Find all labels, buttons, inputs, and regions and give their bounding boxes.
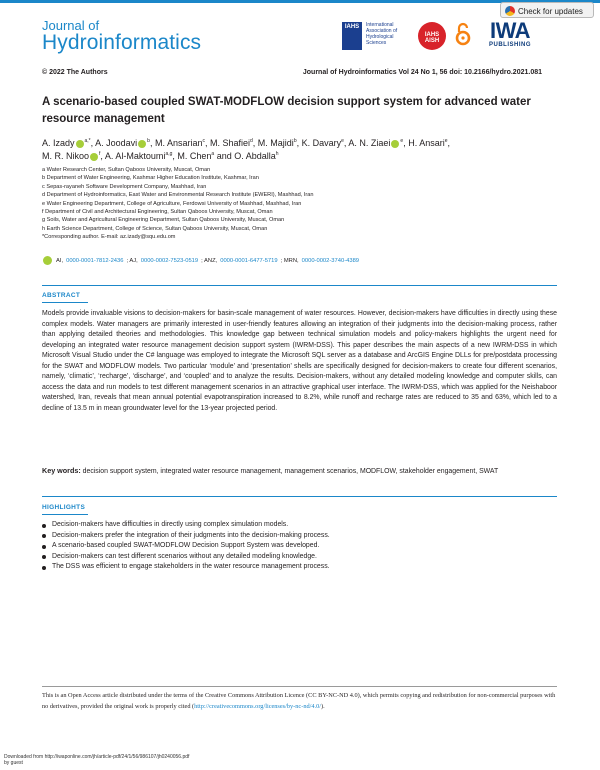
highlight-item bbox=[42, 541, 557, 552]
abstract-text: Models provide invaluable visions to decision-makers for basin-scale management of water resources. However, decision-makers have difficulties in directly using these complex models. Water managers are primarily interested in user-friendly features allowing an integration of their judgments into the decision-making process, rather than applying detailed theories and methodologies. This knowledge gap between technical simulation models and policy-makers highlights the urgent need for developing an integrated water resource management decision support system (IWRM-DSS). This paper describes the main aspects of a new IWRM-DSS in which Microsoft Visual Studio under the C# language was employed to integrate the Microsoft SQL server as a database and ArcGIS Engine DLLs for pre/postdata processing for the SWAT and MODFLOW models. Two particular ‘module’ and ‘presentation’ shells are specifically designed for decision-makers to create four different scenarios, namely, ‘climatic’, ‘recharge’, ‘discharge’, and ‘coupled’ and to analyze the results. Decision-makers, without any detailed modeling knowledge and computer skills, can access the data and run models to test different management scenarios in an attractive graphical user interface. The IWRM-DSS, which was applied for the Neishaboor watershed, Iran, reveals that mean annual potential evapotranspiration increased to 8.2%, while runoff and recharge rates are reduced to 35 and 63%, which led to a decline of 13.5 m in mean groundwater level for the 13-year projected period. bbox=[42, 310, 557, 412]
author-name: , M. Shafiei bbox=[204, 138, 251, 148]
orcid-label: ; MRN, bbox=[280, 257, 299, 264]
author-affil-sup: b bbox=[293, 138, 297, 144]
author-affil-sup: a bbox=[211, 151, 215, 157]
license-link[interactable]: http://creativecommons.org/licenses/by-nc-nd/4.0/ bbox=[194, 702, 321, 710]
heading-underline bbox=[42, 514, 88, 515]
highlight-item bbox=[42, 562, 557, 573]
affiliation-item: e Water Engineering Department, College of Agriculture, Ferdowsi University of Mashhad, Mashhad, Iran bbox=[42, 200, 302, 207]
author-name: , M. Ansarian bbox=[149, 138, 203, 148]
author-affil-sup: c bbox=[202, 138, 205, 144]
citation-line[interactable]: Journal of Hydroinformatics Vol 24 No 1, 56 doi: 10.2166/hydro.2021.081 bbox=[302, 69, 542, 76]
author-name: , A. Joodavi bbox=[90, 138, 138, 148]
section-divider bbox=[42, 285, 557, 286]
iwa-logo-text: IWA bbox=[489, 18, 531, 43]
orcid-link[interactable]: 0000-0002-7523-0519 bbox=[140, 257, 199, 264]
bullet-icon bbox=[42, 566, 46, 570]
orcid-list bbox=[42, 256, 562, 265]
author-affil-sup: a,* bbox=[84, 138, 91, 144]
open-access-icon bbox=[455, 22, 471, 46]
author-name: A. Izady bbox=[42, 138, 75, 148]
iahs-badge: IAHS bbox=[344, 24, 360, 30]
highlight-item bbox=[42, 520, 557, 531]
highlight-text: The DSS was efficient to engage stakeholders in the water resource management process. bbox=[52, 563, 330, 571]
iahs-logo-text: International Association of Hydrological Sciences bbox=[366, 22, 398, 46]
author-list: A. Izady $^{a,*}$, A. Joodavi $^b$, M. Ansarian$^c$, M. Shafiei$^d$, M. Majidi$^b$, K. Davary$^e$, A. N. Ziaei $^e$, H. Ansari$^e$, M. R. Nikoo $^f$, A. Al-Maktoumi$^{a,g}$, M. Chen$^a$ and O. Abdalla$^h$ bbox=[42, 138, 451, 161]
download-stamp bbox=[4, 754, 189, 766]
affiliation-item: d Department of Hydroinformatics, East Water and Environmental Research Institute (EWERI), Mashhad, Iran bbox=[42, 192, 314, 199]
keywords bbox=[42, 466, 557, 478]
corresponding-author[interactable]: *Corresponding author. E-mail: az.izady@squ.edu.om bbox=[42, 234, 176, 241]
author-affil-sup: a,g bbox=[165, 151, 173, 157]
affiliation-item: b Department of Water Engineering, Kashmar Higher Education Institute, Kashmar, Iran bbox=[42, 175, 259, 182]
affiliation-item: f Department of Civil and Architectural Engineering, Sultan Qaboos University, Muscat, Oman bbox=[42, 209, 273, 216]
affiliation-item: a Water Research Center, Sultan Qaboos University, Muscat, Oman bbox=[42, 167, 211, 173]
affiliations bbox=[42, 166, 562, 242]
iahs-aish-logo bbox=[418, 22, 446, 50]
orcid-icon[interactable] bbox=[138, 140, 146, 148]
orcid-link[interactable]: 0000-0002-3740-4389 bbox=[301, 257, 360, 264]
footer-divider bbox=[42, 686, 557, 687]
check-for-updates-button[interactable] bbox=[500, 2, 594, 18]
highlights-list bbox=[42, 520, 557, 573]
highlights-heading: HIGHLIGHTS bbox=[42, 504, 86, 511]
journal-name: Hydroinformatics bbox=[42, 31, 202, 54]
author-affil-sup: f bbox=[99, 151, 101, 157]
check-updates-label: Check for updates bbox=[518, 6, 583, 16]
download-line: Downloaded from http://iwaponline.com/jh/article-pdf/24/1/56/986107/jh0240056.pdf bbox=[4, 754, 190, 760]
author-name: , H. Ansari bbox=[403, 138, 445, 148]
copyright-notice: © 2022 The Authors bbox=[42, 69, 108, 76]
author-name: and O. Abdalla bbox=[214, 151, 276, 161]
highlight-text: Decision-makers can test different scenarios without any detailed modeling knowledge. bbox=[52, 552, 317, 560]
bullet-icon bbox=[42, 524, 46, 528]
orcid-label: AI, bbox=[56, 257, 64, 264]
license-text: This is an Open Access article distributed under the terms of the Creative Commons Attribution Licence (CC BY-NC-ND 4.0), which permits copying and redistribution for non-commercial purposes with no derivatives, provided the original work is properly cited ( bbox=[42, 692, 556, 710]
author-name: , A. Al-Maktoumi bbox=[100, 151, 166, 161]
highlight-text: A scenario-based coupled SWAT-MODFLOW Decision Support System was developed. bbox=[52, 542, 320, 550]
iahs-logo bbox=[342, 22, 362, 50]
bullet-icon bbox=[42, 555, 46, 559]
bullet-icon bbox=[42, 534, 46, 538]
author-affil-sup: b bbox=[147, 138, 150, 144]
section-divider bbox=[42, 496, 557, 497]
highlight-text: Decision-makers prefer the integration of their judgments into the decision-making process. bbox=[52, 531, 330, 539]
author-name: , M. Chen bbox=[172, 151, 212, 161]
orcid-link[interactable]: 0000-0001-6477-5719 bbox=[220, 257, 278, 264]
author-name: , K. Davary bbox=[296, 138, 342, 148]
author-name: , M. Majidi bbox=[252, 138, 294, 148]
download-line: by guest bbox=[4, 760, 23, 766]
crossmark-icon bbox=[505, 6, 515, 16]
affiliation-item: g Soils, Water and Agricultural Engineering Department, Sultan Qaboos University, Muscat, Oman bbox=[42, 217, 285, 224]
orcid-label: ; AJ, bbox=[126, 257, 138, 264]
orcid-icon[interactable] bbox=[76, 140, 84, 148]
author-name: , A. N. Ziaei bbox=[343, 138, 391, 148]
author-affil-sup: e bbox=[444, 138, 448, 144]
affiliation-item: h Earth Science Department, College of Science, Sultan Qaboos University, Muscat, Oman bbox=[42, 225, 268, 232]
iwa-publishing-logo bbox=[478, 20, 542, 50]
heading-underline bbox=[42, 302, 88, 303]
iwa-logo-subtext: PUBLISHING bbox=[488, 42, 531, 48]
affiliation-item: c Sepas-rayaneh Software Development Company, Mashhad, Iran bbox=[42, 183, 207, 190]
bullet-icon bbox=[42, 545, 46, 549]
journal-name-prefix: Journal of bbox=[42, 18, 100, 33]
orcid-icon[interactable] bbox=[90, 151, 101, 161]
article-title: A scenario-based coupled SWAT-MODFLOW decision support system for advanced water resource management bbox=[42, 96, 531, 125]
highlight-item bbox=[42, 552, 557, 563]
keywords-text: decision support system, integrated water resource management, management scenarios, MODFLOW, stakeholder engagement, SWAT bbox=[80, 468, 499, 475]
keywords-label: Key words: bbox=[42, 466, 81, 475]
highlight-text: Decision-makers have difficulties in directly using complex simulation models. bbox=[52, 521, 289, 528]
orcid-icon[interactable] bbox=[391, 140, 399, 148]
orcid-link[interactable]: 0000-0001-7812-2436 bbox=[66, 257, 124, 264]
abstract-heading: ABSTRACT bbox=[42, 292, 81, 299]
author-affil-sup: e bbox=[341, 138, 344, 144]
iahs-aish-badge: IAHS AISH bbox=[424, 32, 440, 44]
author-affil-sup: d bbox=[250, 138, 253, 144]
author-name: M. R. Nikoo bbox=[42, 151, 90, 161]
orcid-label: ; ANZ, bbox=[201, 257, 218, 264]
author-affil-sup: h bbox=[275, 151, 279, 157]
license-end: ). bbox=[320, 702, 325, 710]
license-notice bbox=[42, 691, 557, 712]
author-affil-sup: e bbox=[400, 138, 404, 144]
highlight-item bbox=[42, 531, 557, 542]
orcid-icon bbox=[43, 256, 52, 265]
